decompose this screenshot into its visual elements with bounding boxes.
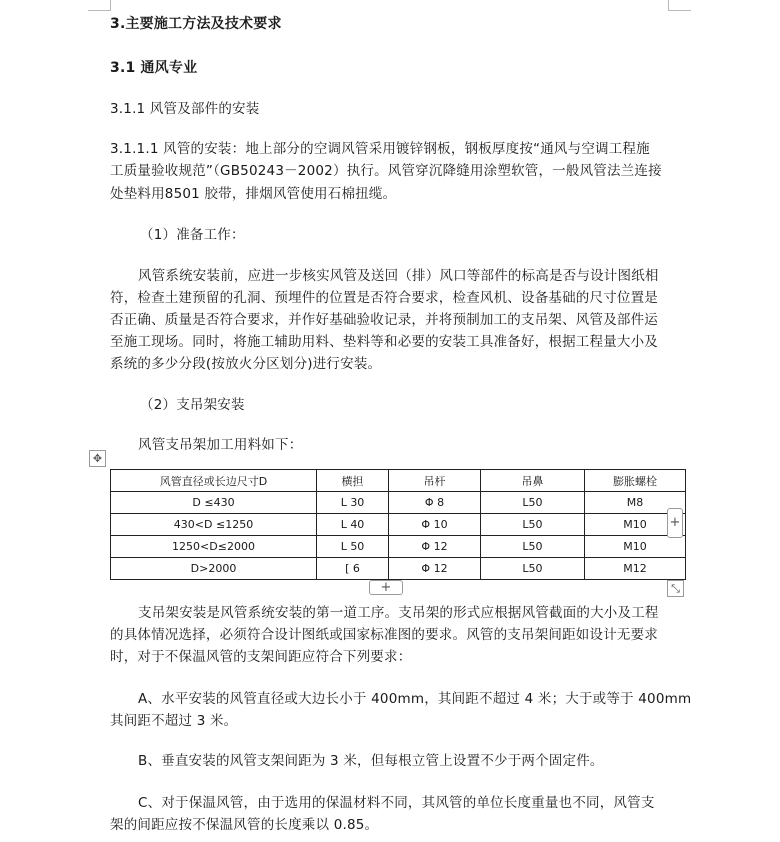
paragraph-line: 至施工现场。同时，将施工辅助用料、垫料等和必要的安装工具准备好，根据工程量大小及: [110, 334, 658, 350]
paragraph-line: 其间距不超过 3 米。: [110, 713, 238, 729]
table-header-cell[interactable]: 膨胀螺栓: [585, 470, 686, 492]
paragraph-line: 架的间距应按不保温风管的长度乘以 0.85。: [110, 817, 379, 833]
paragraph-line: 系统的多少分段(按放火分区划分)进行安装。: [110, 356, 382, 372]
support-material-table: [110, 469, 686, 580]
table-cell[interactable]: Φ 8: [389, 492, 481, 514]
table-header-row: [111, 470, 686, 492]
heading-3-1-1: 3.1.1 风管及部件的安装: [110, 101, 260, 117]
table-cell[interactable]: L 30: [317, 492, 389, 514]
table-row: [111, 492, 686, 514]
table-header-cell[interactable]: 横担: [317, 470, 389, 492]
table-header-cell[interactable]: 吊杆: [389, 470, 481, 492]
add-row-button[interactable]: +: [369, 580, 403, 595]
paragraph-line: B、垂直安装的风管支架间距为 3 米，但每根立管上设置不少于两个固定件。: [138, 753, 604, 769]
table-cell[interactable]: Φ 12: [389, 558, 481, 580]
paragraph-line: 工质量验收规范”（GB50243－2002）执行。风管穿沉降缝用涂塑软管，一般风管法兰连接: [110, 163, 662, 179]
paragraph-line: C、对于保温风管，由于选用的保温材料不同，其风管的单位长度重量也不同，风管支: [138, 795, 655, 811]
table-cell[interactable]: 1250<D≤2000: [111, 536, 317, 558]
paragraph-line: A、水平安装的风管直径或大边长小于 400mm，其间距不超过 4 米；大于或等于 400mm: [138, 691, 692, 707]
paragraph-line: 的具体情况选择，必须符合设计图纸或国家标准图的要求。风管的支吊架间距如设计无要求: [110, 627, 658, 643]
table-header-cell[interactable]: 吊鼻: [481, 470, 585, 492]
table-row: [111, 536, 686, 558]
table-row: [111, 514, 686, 536]
table-cell[interactable]: L50: [481, 514, 585, 536]
table-header-cell[interactable]: 风管直径或长边尺寸D: [111, 470, 317, 492]
table-row: [111, 558, 686, 580]
paragraph-line: 风管系统安装前，应进一步核实风管及送回（排）风口等部件的标高是否与设计图纸相: [138, 268, 659, 284]
table-cell[interactable]: L50: [481, 536, 585, 558]
item-title-support: （2）支吊架安装: [140, 397, 245, 413]
paragraph-line: 3.1.1.1 风管的安装：地上部分的空调风管采用镀锌钢板，钢板厚度按“通风与空调工程施: [110, 141, 650, 157]
page-corner-mark-left: [88, 0, 111, 11]
paragraph-line: 时，对于不保温风管的支架间距应符合下列要求：: [110, 649, 412, 665]
table-cell[interactable]: L50: [481, 558, 585, 580]
table-cell[interactable]: L 40: [317, 514, 389, 536]
table-resize-icon[interactable]: ⤡: [667, 580, 684, 597]
table-cell[interactable]: 430<D ≤1250: [111, 514, 317, 536]
paragraph-line: 支吊架安装是风管系统安装的第一道工序。支吊架的形式应根据风管截面的大小及工程: [138, 605, 659, 621]
heading-main: 3.主要施工方法及技术要求: [110, 16, 282, 32]
table-cell[interactable]: M12: [585, 558, 686, 580]
table-cell[interactable]: L 50: [317, 536, 389, 558]
table-cell[interactable]: M10: [585, 536, 686, 558]
heading-3-1: 3.1 通风专业: [110, 60, 198, 76]
table-intro: 风管支吊架加工用料如下：: [138, 437, 303, 453]
table-cell[interactable]: Φ 10: [389, 514, 481, 536]
table-cell[interactable]: D>2000: [111, 558, 317, 580]
table-cell[interactable]: D ≤430: [111, 492, 317, 514]
table-move-icon[interactable]: ✥: [89, 450, 106, 467]
table-cell[interactable]: [ 6: [317, 558, 389, 580]
item-title-prep: （1）准备工作：: [140, 227, 245, 243]
paragraph-line: 符，检查土建预留的孔洞、预埋件的位置是否符合要求，检查风机、设备基础的尺寸位置是: [110, 290, 658, 306]
add-column-button[interactable]: +: [667, 508, 683, 538]
paragraph-line: 否正确、质量是否符合要求，并作好基础验收记录，并将预制加工的支吊架、风管及部件运: [110, 312, 658, 328]
table-cell[interactable]: Φ 12: [389, 536, 481, 558]
page-corner-mark-right: [668, 0, 691, 11]
table-cell[interactable]: L50: [481, 492, 585, 514]
table-cell[interactable]: M10: [585, 514, 686, 536]
table-cell[interactable]: M8: [585, 492, 686, 514]
paragraph-line: 处垫料用8501 胶带，排烟风管使用石棉扭缆。: [110, 186, 397, 202]
